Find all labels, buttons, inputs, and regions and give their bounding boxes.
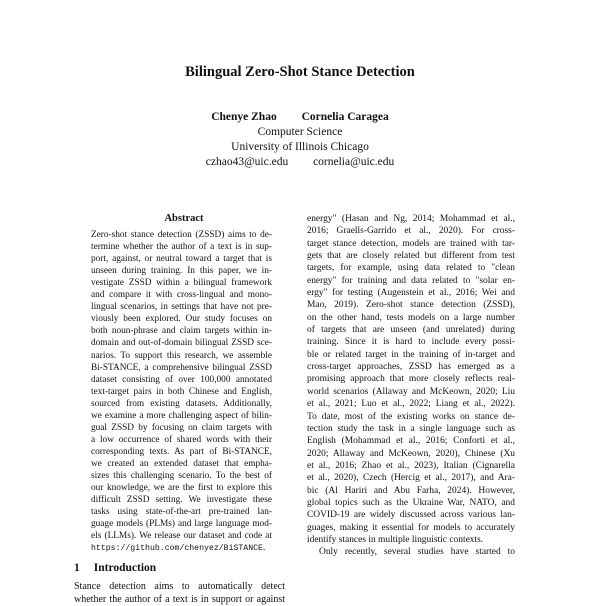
author-block (0, 110, 600, 170)
body-line: COVID-19 are widely discussed across various lan- (307, 510, 515, 521)
email-1: czhao43@uic.edu (205, 156, 289, 168)
body-line: guages, making it essential for models to accurately (307, 522, 515, 533)
abstract-line: els (LLMs). We release our dataset and code at (91, 531, 272, 542)
abstract-line: and compare it with cross-lingual and mono- (91, 290, 272, 301)
left-column (86, 213, 282, 555)
abstract-body (91, 229, 272, 555)
abstract-line: we created an extended dataset that empha- (91, 458, 272, 469)
body-line: target stance detection, models are trained with tar- (307, 238, 515, 249)
body-line: et al., 2016; Zhao et al., 2023), Italian (Cignarella (307, 460, 515, 471)
abstract-line: lingual scenarios, in settings that have not pre- (91, 302, 272, 313)
body-line: global topics such as the Ukraine War, NATO, and (307, 497, 515, 508)
body-line: 2016; Graells-Garrido et al., 2020). For cross- (307, 226, 515, 237)
abstract-line: unseen during training. In this paper, we in- (91, 266, 272, 277)
abstract-line: both noun-phrase and claim targets within in- (91, 326, 272, 337)
body-line: cross-target approaches, ZSSD has emerged as a (307, 362, 515, 373)
abstract-line: our knowledge, we are the first to explore this (91, 483, 272, 494)
url-suffix: . (262, 543, 266, 554)
abstract-line: port, against, or neutral toward a target that is (91, 254, 272, 265)
abstract-line: Zero-shot stance detection (ZSSD) aims to de- (91, 230, 272, 241)
abstract-line: difficult ZSSD setting. We investigate these (91, 495, 272, 506)
section-title: Introduction (93, 562, 157, 574)
body-line: To date, most of the existing works on stance de- (307, 411, 515, 422)
abstract-line: dataset consisting of over 100,000 annotated (91, 374, 272, 385)
abstract-heading: Abstract (164, 213, 204, 224)
body-line: of targets that are unseen (and unrelated) during (307, 325, 515, 336)
abstract-line: we examine a more challenging aspect of bilin- (91, 410, 272, 421)
body-line: on the other hand, tests models on a large number (307, 312, 515, 323)
body-line: training. Since it is hard to include every possi- (307, 337, 515, 348)
body-line: tection study the task in a single language such as (307, 423, 515, 434)
abstract-line: domain and out-of-domain bilingual ZSSD sce- (91, 338, 272, 349)
abstract-line: sizes this challenging scenario. To the best of (91, 470, 272, 481)
body-line: ble or related target in the training of in-target and (307, 349, 515, 360)
dataset-url-link[interactable]: https://github.com/chenyez/BiSTANCE (91, 544, 263, 554)
author-names (0, 110, 600, 125)
abstract-line: Bi-STANCE, a comprehensive bilingual ZSSD (91, 362, 272, 373)
intro-line: whether the author of a text is in support or against (74, 594, 285, 605)
body-line: ergy" for testing (Augenstein et al., 2016; Wei and (307, 288, 515, 299)
abstract-line: narios. To support this research, we assemble (91, 350, 272, 361)
abstract-line: vestigate ZSSD within a bilingual framework (91, 278, 272, 289)
section-heading (74, 562, 156, 574)
body-line: targets, for example, using data related to "clean (307, 263, 515, 274)
body-line: gets that are closely related but different from test (307, 251, 515, 262)
abstract-line: text-target pairs in both Chinese and English, (91, 386, 272, 397)
abstract-line: tasks using state-of-the-art pre-trained lan- (91, 507, 272, 518)
abstract-url-line (91, 542, 272, 555)
intro-line: Stance detection aims to automatically detect (74, 581, 285, 592)
email-2: cornelia@uic.edu (313, 156, 395, 168)
author-1: Chenye Zhao (211, 111, 277, 123)
abstract-line: corresponding texts. As part of Bi-STANCE, (91, 446, 272, 457)
paper-title: Bilingual Zero-Shot Stance Detection (185, 64, 415, 80)
affiliation-univ: University of Illinois Chicago (231, 141, 369, 153)
abstract-line: termine whether the author of a text is in sup- (91, 242, 272, 253)
body-line: world scenarios (Allaway and McKeown, 2020; Liu (307, 386, 515, 397)
body-line: et al., 2020), Czech (Hercig et al., 2017), and Ara- (307, 473, 515, 484)
body-line: English (Mohammad et al., 2016; Conforti et al., (307, 436, 515, 447)
body-line: bic (Al Hariri and Abu Farha, 2024). However, (307, 485, 515, 496)
body-line: et al., 2021; Luo et al., 2022; Liang et al., 2022). (307, 399, 515, 410)
body-line: Only recently, several studies have started to (319, 547, 515, 558)
abstract-line: guage models (PLMs) and large language mod- (91, 519, 272, 530)
abstract-line: sourced from existing datasets. Additionally, (91, 398, 272, 409)
intro-text (74, 580, 285, 606)
body-line: Mao, 2019). Zero-shot stance detection (ZSSD), (307, 300, 515, 311)
section-number: 1 (74, 562, 80, 574)
author-emails (0, 155, 600, 170)
abstract-line: gual ZSSD by focusing on claim targets with (91, 422, 272, 433)
body-line: 2020; Allaway and McKeown, 2020), Chinese (Xu (307, 448, 515, 459)
abstract-line: a low occurrence of shared words with their (91, 434, 272, 445)
right-column (307, 213, 515, 559)
body-line: identify stances in multiple linguistic contexts. (307, 534, 484, 545)
body-line: promising approach that more closely reflects real- (307, 374, 515, 385)
affiliation-dept: Computer Science (257, 126, 343, 138)
author-2: Cornelia Caragea (301, 111, 389, 123)
abstract-line: viously been explored. Our study focuses on (91, 314, 272, 325)
body-line: energy" (Hasan and Ng, 2014; Mohammad et al., (307, 214, 515, 224)
body-line: energy" for training and data related to "solar en- (307, 275, 515, 286)
